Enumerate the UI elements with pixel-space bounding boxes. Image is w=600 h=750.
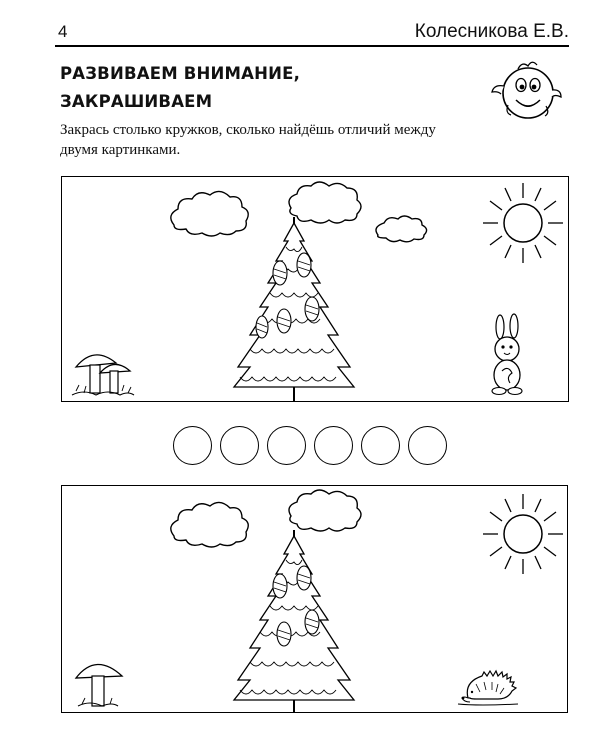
page-title — [60, 60, 300, 116]
answer-circle[interactable] — [220, 426, 259, 465]
task-instruction — [60, 120, 480, 160]
answer-circle[interactable] — [173, 426, 212, 465]
instruction-line-1: Закрась столько кружков, сколько найдёшь отличий между — [60, 122, 436, 138]
bottom-picture-frame — [61, 485, 568, 713]
cloud-icon — [376, 216, 427, 242]
top-picture-frame — [61, 176, 569, 402]
cloud-icon — [289, 182, 361, 223]
title-line-2: ЗАКРАШИВАЕМ — [60, 92, 213, 111]
cloud-icon — [289, 490, 361, 531]
fir-tree-icon — [234, 217, 354, 401]
cloud-icon — [171, 191, 248, 236]
smiling-ball-face-icon — [488, 60, 562, 122]
sun-icon — [483, 494, 563, 574]
mushroom-icon — [76, 664, 122, 706]
page-number: 4 — [58, 22, 68, 41]
bunny-icon — [492, 314, 522, 395]
mushrooms-icon — [72, 355, 134, 395]
header-divider — [55, 45, 569, 47]
author-name: Колесникова Е.В. — [414, 21, 569, 42]
answer-circle[interactable] — [314, 426, 353, 465]
title-line-1: РАЗВИВАЕМ ВНИМАНИЕ, — [60, 64, 301, 83]
answer-circle[interactable] — [361, 426, 400, 465]
hedgehog-icon — [458, 671, 518, 705]
fir-tree-icon — [234, 530, 354, 713]
cloud-icon — [171, 502, 248, 547]
sun-icon — [483, 183, 563, 263]
instruction-line-2: двумя картинками. — [60, 142, 181, 158]
answer-circle[interactable] — [408, 426, 447, 465]
answer-circles — [173, 426, 453, 468]
answer-circle[interactable] — [267, 426, 306, 465]
